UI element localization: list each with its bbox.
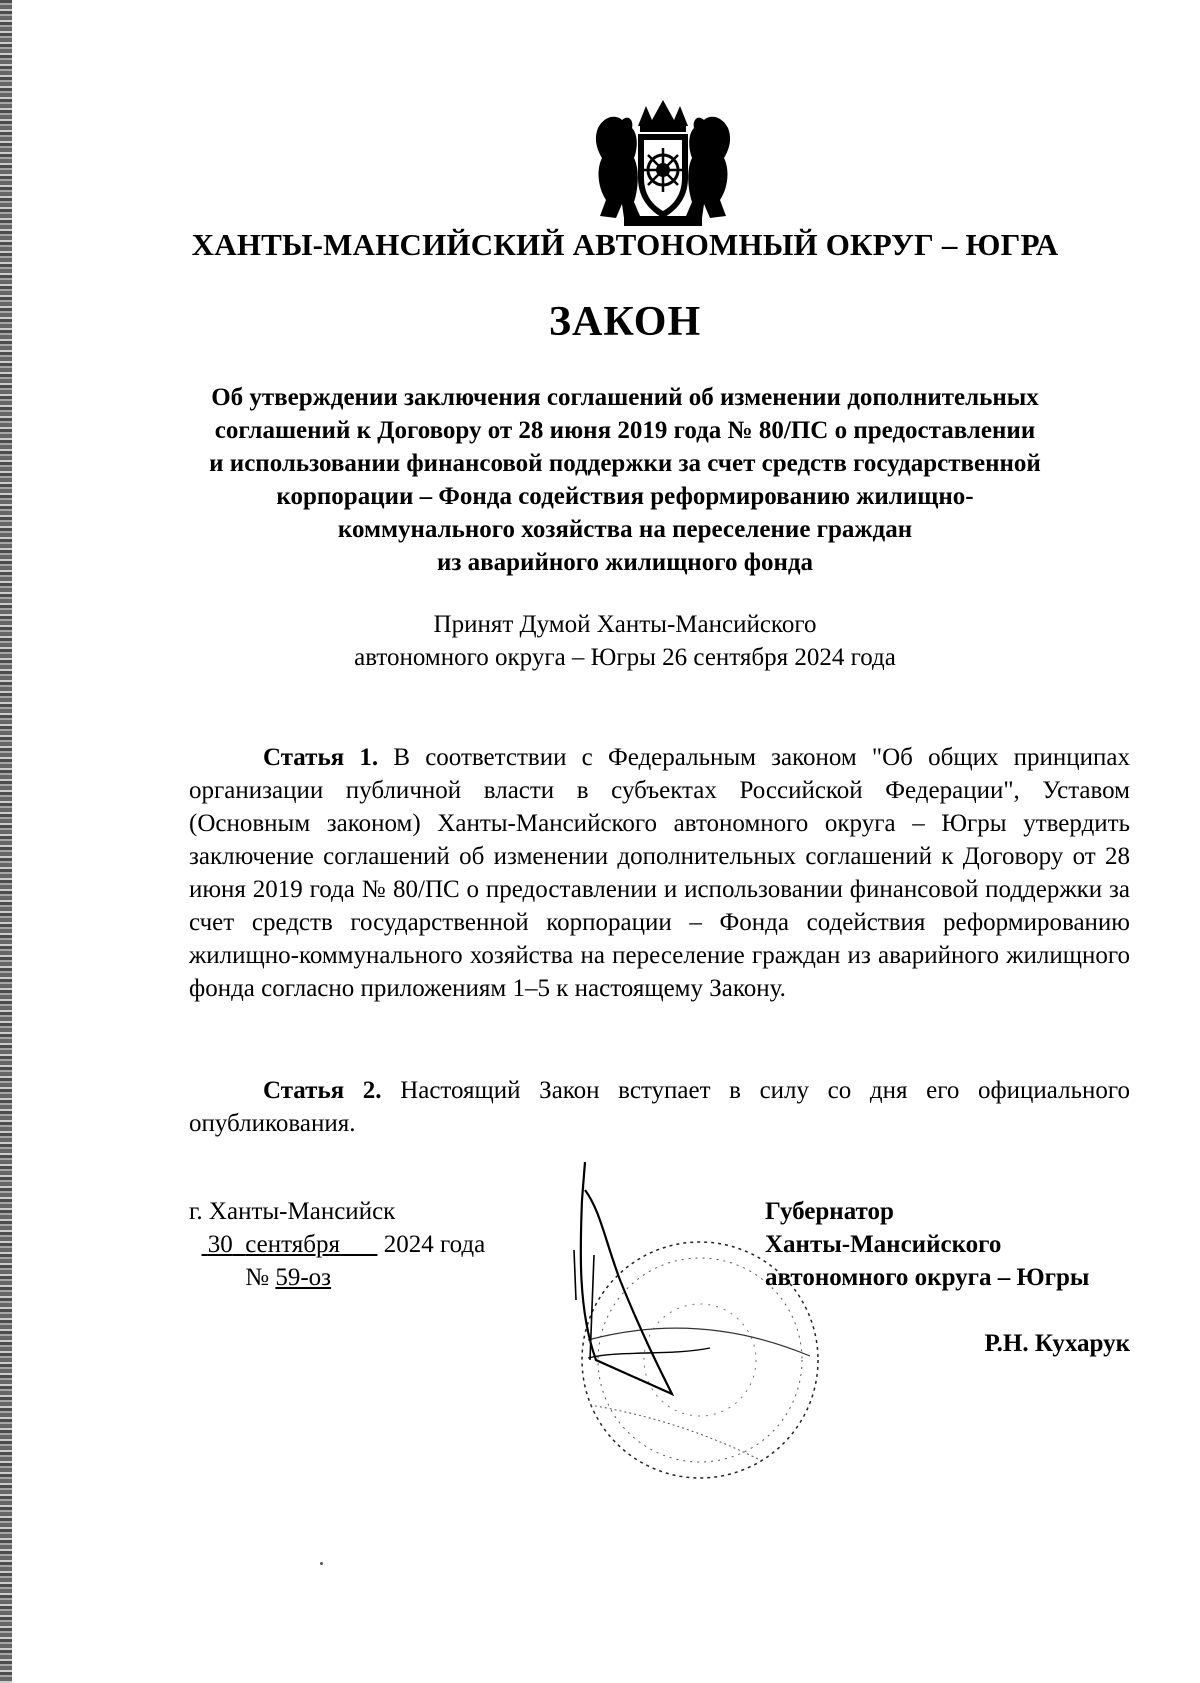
governor-line: автономного округа – Югры <box>765 1264 1090 1291</box>
article-2 <box>189 1074 1130 1140</box>
adoption-note <box>150 608 1100 674</box>
article-1 <box>189 741 1130 1005</box>
article-1-text: В соответствии с Федеральным законом "Об общих принципах организации публичной власти в субъектах Российской Федерации", Уставом (Основным законом) Ханты-Мансийского автономного округа – Югры утвердить заключение соглашений об изменении дополнительных соглашений к Договору от 28 июня 2019 года № 80/ПС о предоставлении и использовании финансовой поддержки за счет средств государственной корпорации – Фонда содействия реформированию жилищно-коммунального хозяйства на переселение граждан из аварийного жилищного фонда согласно приложениям 1–5 к настоящему Закону. <box>189 744 1131 1002</box>
date-year: 2024 года <box>383 1231 486 1258</box>
governor-line: Ханты-Мансийского <box>765 1231 1002 1258</box>
law-title-line: из аварийного жилищного фонда <box>436 549 814 576</box>
governor-title <box>765 1195 1089 1294</box>
date-day: 30 сентября <box>207 1231 340 1258</box>
law-title-line: корпорации – Фонда содействия реформированию жилищно- <box>276 483 974 510</box>
place-date-block <box>189 1195 485 1294</box>
article-1-label: Статья 1. <box>263 744 379 771</box>
city: г. Ханты-Мансийск <box>189 1198 396 1225</box>
coat-of-arms-icon <box>594 98 732 228</box>
region-heading: ХАНТЫ-МАНСИЙСКИЙ АВТОНОМНЫЙ ОКРУГ – ЮГРА <box>191 227 1059 262</box>
scan-speck <box>320 1562 323 1565</box>
law-title-line: Об утверждении заключения соглашений об изменении дополнительных <box>211 384 1039 411</box>
law-title-line: коммунального хозяйства на переселение граждан <box>337 516 913 543</box>
article-2-label: Статья 2. <box>263 1077 382 1104</box>
adoption-line: автономного округа – Югры 26 сентября 2024 года <box>354 644 896 671</box>
governor-name: Р.Н. Кухарук <box>984 1330 1130 1357</box>
law-number-value: 59-оз <box>275 1264 332 1291</box>
law-title-line: соглашений к Договору от 28 июня 2019 года № 80/ПС о предоставлении <box>214 417 1036 444</box>
law-title <box>150 381 1100 579</box>
adoption-line: Принят Думой Ханты-Мансийского <box>433 611 817 638</box>
signing-date <box>189 1228 485 1261</box>
scan-edge <box>0 0 12 1683</box>
article-2-text: Настоящий Закон вступает в силу со дня его официального опубликования. <box>189 1077 1130 1137</box>
document-type-heading: ЗАКОН <box>548 299 702 345</box>
law-number: № 59-оз <box>245 1264 332 1291</box>
law-title-line: и использовании финансовой поддержки за счет средств государственной <box>209 450 1041 477</box>
governor-line: Губернатор <box>765 1198 894 1225</box>
